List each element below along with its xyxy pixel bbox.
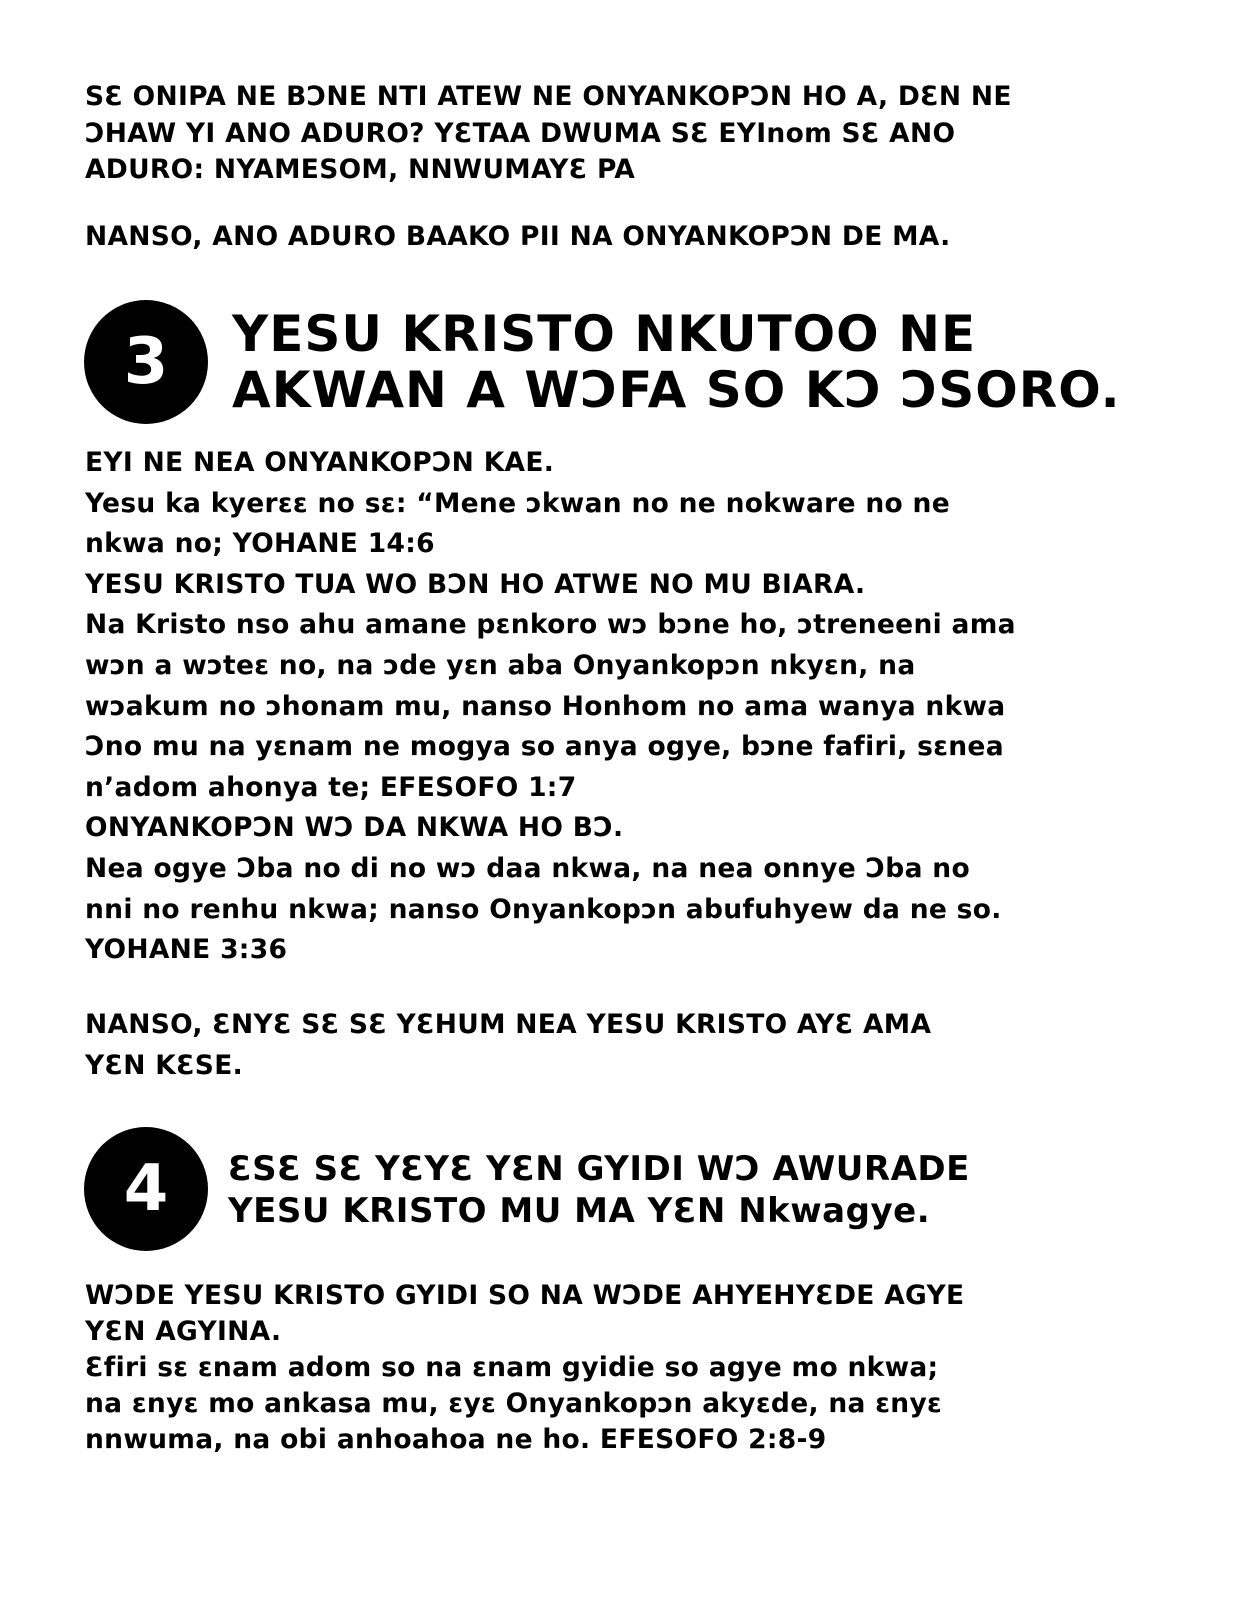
intro-line: ADURO: NYAMESOM, NNWUMAYƐ PA	[85, 154, 636, 186]
body-line: wɔakum no ɔhonam mu, nanso Honhom no ama wanya nkwa	[85, 690, 1006, 722]
section-body	[85, 1278, 1165, 1458]
intro-closing-line: NANSO, ANO ADURO BAAKO PII NA ONYANKOPƆN DE MA.	[85, 221, 951, 252]
body-line: nnwuma, na obi anhoahoa ne ho. EFESOFO 2:8-9	[85, 1424, 827, 1455]
intro-line: SƐ ONIPA NE BƆNE NTI ATEW NE ONYANKOPƆN HO A, DƐN NE	[85, 81, 1012, 112]
body-line: EYI NE NEA ONYANKOPƆN KAE.	[85, 447, 555, 478]
step-number-badge	[84, 300, 208, 424]
body-line: na ɛnyɛ mo ankasa mu, ɛyɛ Onyankopɔn akyɛde, na ɛnyɛ	[85, 1388, 943, 1419]
body-line: WƆDE YESU KRISTO GYIDI SO NA WƆDE AHYEHYƐDE AGYE	[85, 1280, 965, 1311]
heading-line: AKWAN A WƆFA SO KƆ ƆSORO.	[232, 361, 1121, 419]
step-number-badge	[84, 1127, 208, 1251]
heading-line: YESU KRISTO MU MA YƐN Nkwagye.	[228, 1191, 931, 1231]
body-line: YƐN AGYINA.	[85, 1316, 282, 1347]
closing-line: NANSO, ƐNYƐ SƐ SƐ YƐHUM NEA YESU KRISTO AYƐ AMA	[85, 1009, 932, 1040]
step-number: 4	[123, 1152, 169, 1226]
body-line: YESU KRISTO TUA WO BƆN HO ATWE NO MU BIARA.	[85, 568, 866, 600]
body-line: Ɛfiri sɛ ɛnam adom so na ɛnam gyidie so agye mo nkwa;	[85, 1352, 939, 1383]
section-closing	[85, 1005, 1165, 1086]
section-heading	[228, 1148, 970, 1232]
heading-line: YESU KRISTO NKUTOO NE	[232, 305, 977, 363]
body-line: n’adom ahonya te; EFESOFO 1:7	[85, 771, 577, 803]
body-line: YOHANE 3:36	[85, 934, 288, 966]
closing-line: YƐN KƐSE.	[85, 1049, 243, 1081]
body-line: wɔn a wɔteɛ no, na ɔde yɛn aba Onyankopɔn nkyɛn, na	[85, 649, 916, 681]
body-line: Nea ogye Ɔba no di no wɔ daa nkwa, na nea onnye Ɔba no	[85, 852, 970, 884]
body-line: Yesu ka kyerɛɛ no sɛ: “Mene ɔkwan no ne nokware no ne	[85, 487, 950, 519]
body-line: nni no renhu nkwa; nanso Onyankopɔn abufuhyew da ne so.	[85, 893, 1002, 925]
body-line: ONYANKOPƆN WƆ DA NKWA HO BƆ.	[85, 812, 624, 844]
section-heading	[232, 306, 1121, 418]
body-line: Ɔno mu na yɛnam ne mogya so anya ogye, bɔne fafiri, sɛnea	[85, 731, 1004, 763]
section-body	[85, 443, 1165, 971]
intro-line: ƆHAW YI ANO ADURO? YƐTAA DWUMA SƐ EYInom SƐ ANO	[85, 117, 956, 149]
intro-paragraph	[85, 77, 1165, 191]
body-line: Na Kristo nso ahu amane pɛnkoro wɔ bɔne ho, ɔtreneeni ama	[85, 609, 1016, 641]
heading-line: ƐSƐ SƐ YƐYƐ YƐN GYIDI WƆ AWURADE	[228, 1149, 970, 1189]
body-line: nkwa no; YOHANE 14:6	[85, 528, 435, 560]
intro-closing	[85, 217, 1165, 258]
step-number: 3	[123, 325, 169, 399]
